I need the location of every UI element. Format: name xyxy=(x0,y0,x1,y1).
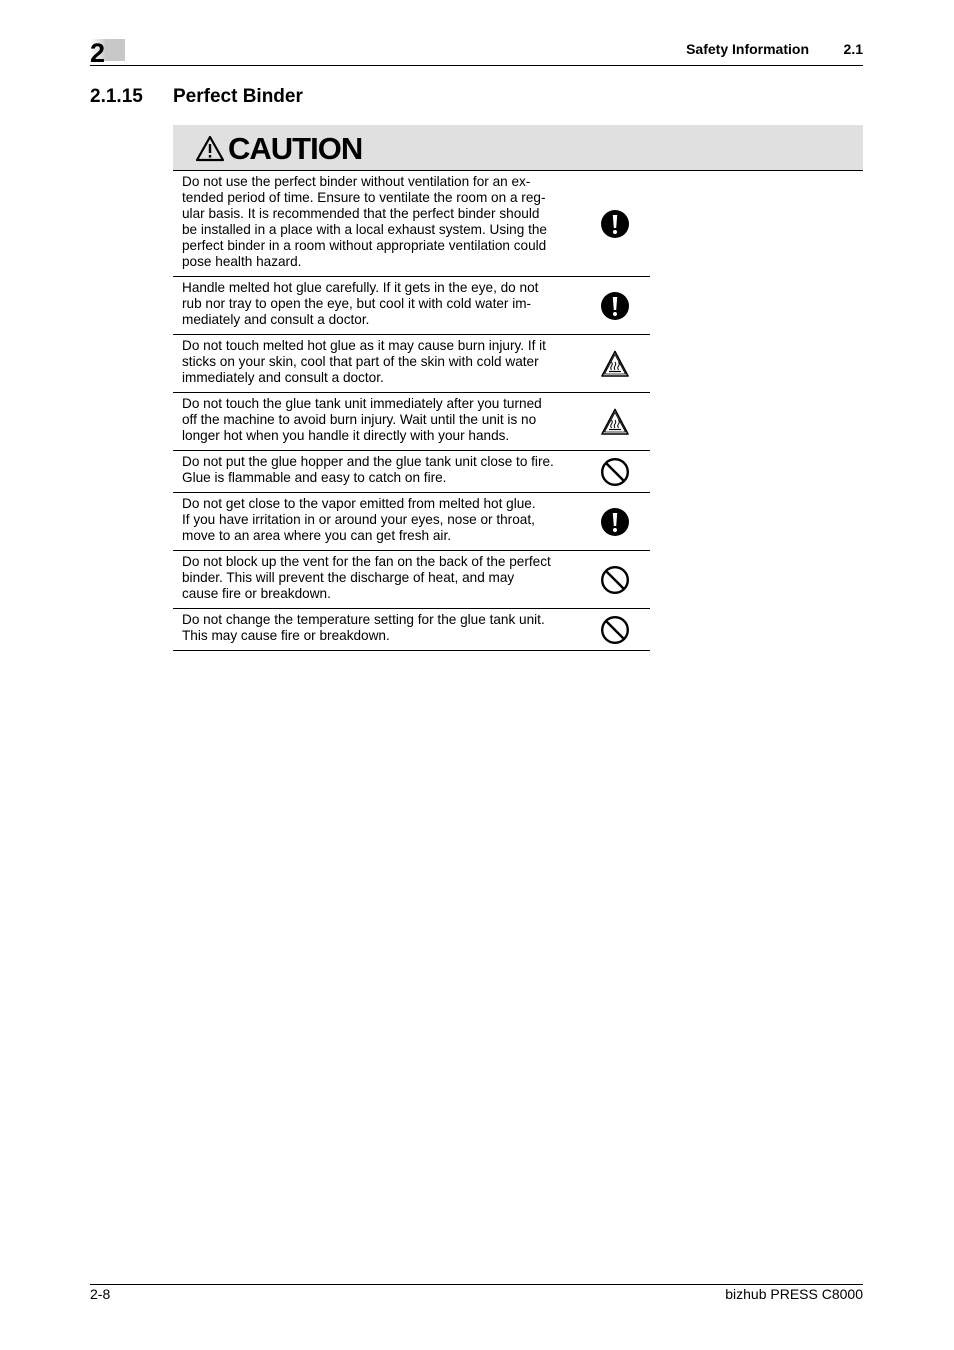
caution-row-text: Do not block up the vent for the fan on the back of the perfect binder. This will prevent the discharge of heat, and may cause fire or breakdown. xyxy=(182,554,551,601)
caution-banner xyxy=(173,125,863,171)
mandatory-icon xyxy=(600,507,630,537)
prohibited-icon xyxy=(600,615,630,645)
caution-row xyxy=(173,609,650,651)
prohibited-icon xyxy=(600,457,630,487)
header-divider xyxy=(90,65,863,66)
caution-row-text: Do not get close to the vapor emitted from melted hot glue. If you have irritation in or around your eyes, nose or throat, move to an area where you can get fresh air. xyxy=(182,496,536,543)
hot-surface-icon xyxy=(600,349,630,379)
caution-row xyxy=(173,335,650,393)
caution-row-text: Handle melted hot glue carefully. If it gets in the eye, do not rub nor tray to open the eye, but cool it with cold water im- mediately and consult a doctor. xyxy=(182,280,539,327)
caution-row-text: Do not use the perfect binder without ventilation for an ex- tended period of time. Ensure to ventilate the room on a reg- ular basis. It is recommended that the perfect binder should be installed in a place with a local exhaust system. Using the perfect binder in a room without appropriate ventilation could pose health hazard. xyxy=(182,174,547,269)
caution-row xyxy=(173,171,650,277)
caution-row-text: Do not touch melted hot glue as it may cause burn injury. If it sticks on your skin, cool that part of the skin with cold water immediately and consult a doctor. xyxy=(182,338,546,385)
caution-row xyxy=(173,451,650,493)
section-title: Perfect Binder xyxy=(173,86,303,107)
prohibited-icon xyxy=(600,565,630,595)
footer-divider xyxy=(90,1284,863,1285)
caution-row xyxy=(173,493,650,551)
hot-surface-icon xyxy=(600,407,630,437)
caution-row xyxy=(173,551,650,609)
mandatory-icon xyxy=(600,209,630,239)
caution-row xyxy=(173,277,650,335)
header-title: Safety Information xyxy=(686,41,809,57)
section-number: 2.1.15 xyxy=(90,86,143,107)
header-section-number: 2.1 xyxy=(843,41,863,57)
caution-table xyxy=(173,171,650,651)
page-number: 2-8 xyxy=(90,1286,111,1302)
caution-label: CAUTION xyxy=(228,131,363,166)
caution-row-text: Do not put the glue hopper and the glue tank unit close to fire. Glue is flammable and easy to catch on fire. xyxy=(182,454,554,485)
caution-row-text: Do not change the temperature setting for the glue tank unit. This may cause fire or breakdown. xyxy=(182,612,545,643)
caution-row-text: Do not touch the glue tank unit immediately after you turned off the machine to avoid burn injury. Wait until the unit is no longer hot when you handle it directly with your hands. xyxy=(182,396,542,443)
chapter-number: 2 xyxy=(90,38,106,68)
caution-row xyxy=(173,393,650,451)
product-name: bizhub PRESS C8000 xyxy=(725,1286,863,1302)
mandatory-icon xyxy=(600,291,630,321)
warning-triangle-icon xyxy=(195,135,225,162)
